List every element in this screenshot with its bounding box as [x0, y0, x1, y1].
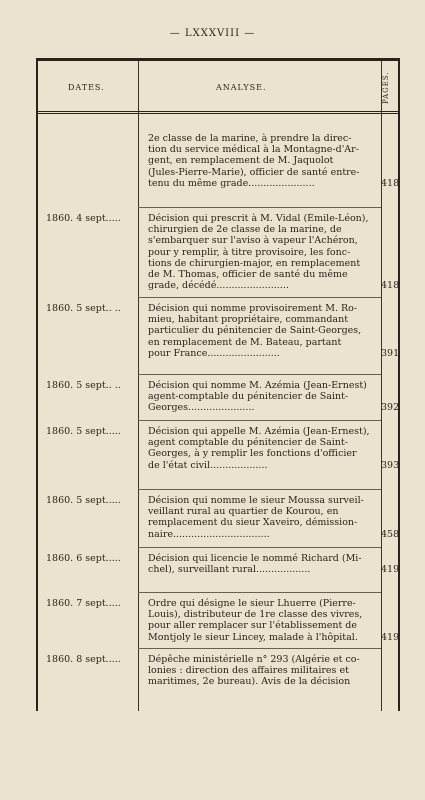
entry-page-number: 458 [381, 528, 400, 540]
row-separator [138, 648, 381, 649]
entry-date: 1860. 7 sept..... [46, 598, 121, 609]
analysis-line: Décision qui licencie le nommé Richard (Mi- [148, 553, 362, 564]
analysis-line: 2e classe de la marine, à prendre la direc- [148, 133, 352, 144]
entry-analysis [148, 598, 376, 643]
analysis-line: Décision qui nomme le sieur Moussa surveil- [148, 495, 364, 506]
analysis-line: mieu, habitant propriétaire, commandant [148, 314, 349, 326]
analysis-line: tion du service médical à la Montagne-d'Ar- [148, 144, 359, 156]
analysis-line: chirurgien de 2e classe de la marine, de [148, 224, 342, 236]
analysis-line: remplacement du sieur Xaveiro, démission- [148, 517, 358, 529]
entry-date: 1860. 6 sept..... [46, 553, 121, 564]
entry-analysis [148, 654, 376, 688]
analysis-line: naire................................ [148, 528, 270, 540]
analysis-line: pour y remplir, à titre provisoire, les fonc- [148, 246, 351, 258]
column-divider-dates [138, 61, 139, 711]
row-separator [138, 547, 381, 548]
header-dates: DATES. [68, 83, 105, 92]
analysis-line: pour France........................ [148, 347, 280, 359]
analysis-line: en remplacement de M. Bateau, partant [148, 336, 342, 348]
analysis-line: agent comptable du pénitencier de Saint- [148, 437, 348, 449]
analysis-line: maritimes, 2e bureau). Avis de la décision [148, 676, 351, 688]
row-separator [138, 489, 381, 490]
analysis-line: Décision qui nomme M. Azémia (Jean-Ernest) [148, 380, 367, 391]
entry-analysis [148, 426, 376, 471]
entry-page-number: 418 [381, 280, 400, 292]
entry-analysis [148, 495, 376, 540]
analysis-line: tions de chirurgien-major, en remplacement [148, 257, 361, 269]
entry-analysis [148, 133, 376, 189]
entry-page-number: 418 [381, 177, 400, 189]
row-separator [138, 207, 381, 208]
analysis-line: Ordre qui désigne le sieur Lhuerre (Pierre- [148, 598, 356, 609]
analysis-line: Georges, à y remplir les fonctions d'officier [148, 448, 357, 460]
entry-analysis [148, 213, 376, 291]
analysis-line: chel), surveillant rural.................. [148, 564, 311, 576]
analysis-line: gent, en remplacement de M. Jaquolot [148, 155, 334, 167]
entry-page-number: 419 [381, 631, 400, 643]
analysis-line: tenu du même grade...................... [148, 177, 315, 189]
folio: — LXXXVIII — [169, 28, 256, 39]
row-separator [138, 592, 381, 593]
analysis-line: Montjoly le sieur Lincey, malade à l'hôpital. [148, 631, 358, 643]
header-rule [38, 111, 398, 114]
analysis-line: de M. Thomas, officier de santé du même [148, 269, 348, 281]
entry-analysis [148, 303, 376, 359]
analysis-line: de l'état civil................... [148, 459, 268, 471]
analysis-line: Louis), distributeur de 1re classe des vivres, [148, 609, 363, 621]
entry-date: 1860. 5 sept..... [46, 426, 121, 437]
entry-page-number: 391 [381, 347, 400, 359]
register-table [36, 58, 400, 711]
analysis-line: Dépêche ministérielle n° 293 (Algérie et co- [148, 654, 360, 665]
entry-date: 1860. 5 sept.. .. [46, 303, 121, 314]
entry-page-number: 419 [381, 564, 400, 576]
header-analyse: ANALYSE. [216, 83, 267, 92]
entry-date: 1860. 5 sept..... [46, 495, 121, 506]
column-divider-pages [381, 61, 382, 711]
analysis-line: Georges...................... [148, 402, 255, 414]
entry-date: 1860. 8 sept..... [46, 654, 121, 665]
entry-date: 1860. 4 sept..... [46, 213, 121, 224]
row-separator [138, 420, 381, 421]
analysis-line: Décision qui prescrit à M. Vidal (Émile-Léon), [148, 213, 369, 224]
entry-analysis [148, 553, 376, 575]
analysis-line: pour aller remplacer sur l'établissement de [148, 620, 357, 632]
entry-page-number: 393 [381, 459, 400, 471]
analysis-line: veillant rural au quartier de Kourou, en [148, 506, 339, 518]
analysis-line: (Jules-Pierre-Marie), officier de santé entre- [148, 166, 360, 178]
analysis-line: particulier du pénitencier de Saint-Georges, [148, 325, 362, 337]
analysis-line: Décision qui appelle M. Azémia (Jean-Ernest), [148, 426, 370, 437]
entry-date: 1860. 5 sept.. .. [46, 380, 121, 391]
row-separator [138, 297, 381, 298]
analysis-line: grade, décédé........................ [148, 280, 289, 292]
entry-page-number: 392 [381, 402, 400, 414]
entry-analysis [148, 380, 376, 414]
analysis-line: agent-comptable du pénitencier de Saint- [148, 391, 349, 403]
analysis-line: Décision qui nomme provisoirement M. Ro- [148, 303, 358, 314]
header-pages: PAGES. [382, 71, 390, 105]
analysis-line: lonies : direction des affaires militaires et [148, 665, 349, 677]
analysis-line: s'embarquer sur l'aviso à vapeur l'Achéron, [148, 235, 358, 247]
row-separator [138, 374, 381, 375]
